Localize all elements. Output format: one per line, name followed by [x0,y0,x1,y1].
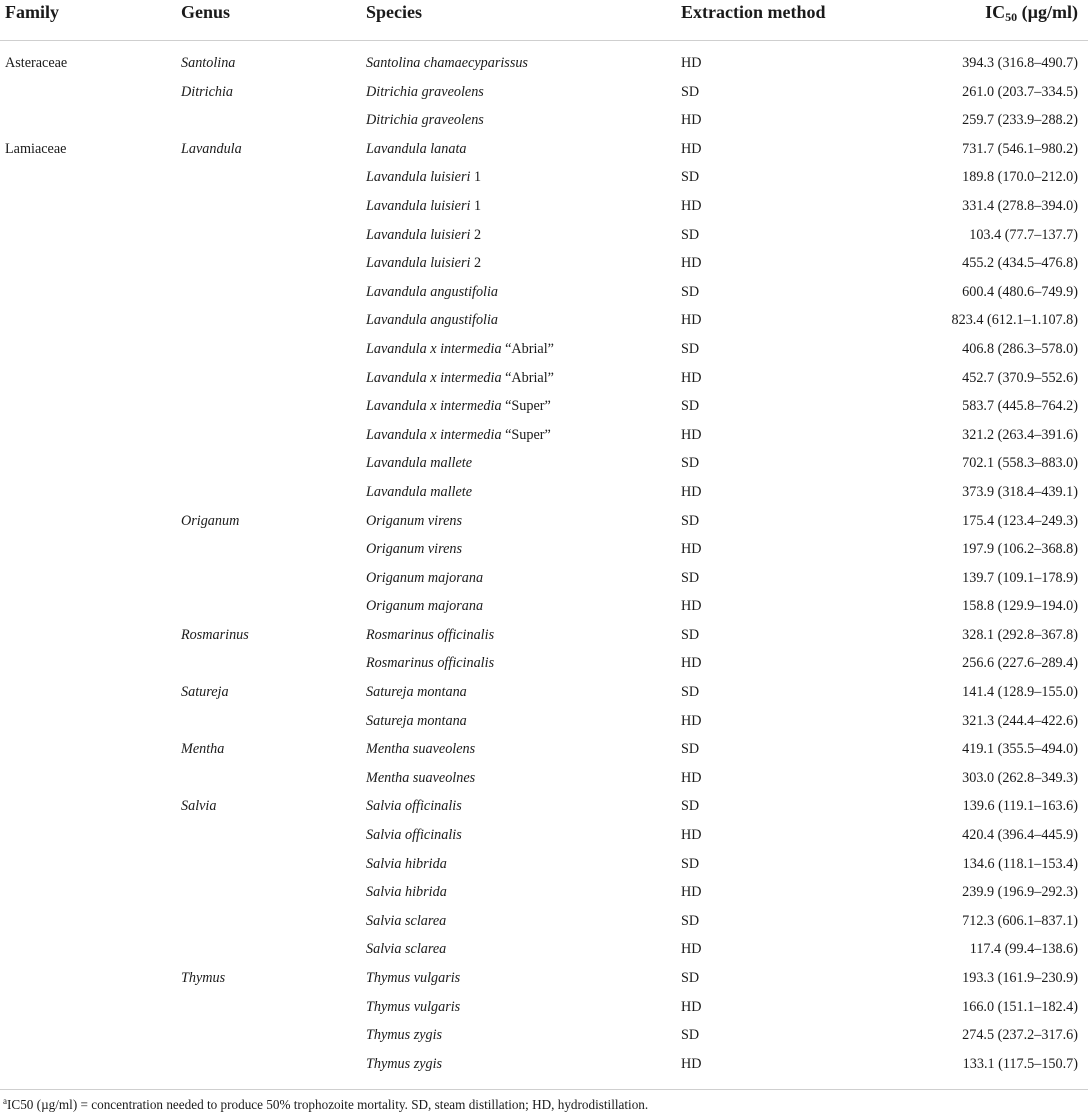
cell-ic50: 373.9 (318.4–439.1) [962,483,1078,500]
table-row [0,907,1088,936]
cell-ic50: 139.6 (119.1–163.6) [962,798,1078,815]
cell-extraction-method: HD [681,1055,702,1072]
cell-ic50: 600.4 (480.6–749.9) [962,283,1078,300]
species-name: Salvia hibrida [366,855,447,872]
cell-extraction-method: HD [681,827,702,844]
cell-extraction-method: HD [681,426,702,443]
cell-extraction-method: HD [681,541,702,558]
cell-genus: Satureja [181,684,229,701]
cell-extraction-method: HD [681,998,702,1015]
cell-extraction-method: SD [681,798,700,815]
cell-extraction-method: HD [681,483,702,500]
species-suffix: 2 [470,226,482,243]
cell-ic50: 331.4 (278.8–394.0) [962,197,1078,214]
species-name: Satureja montana [366,684,467,701]
cell-ic50: 303.0 (262.8–349.3) [962,769,1078,786]
cell-ic50: 141.4 (128.9–155.0) [962,684,1078,701]
cell-ic50: 583.7 (445.8–764.2) [962,398,1078,415]
header-extraction-method: Extraction method [681,2,826,22]
cell-species [366,735,475,763]
cell-extraction-method: SD [681,1027,700,1044]
cell-species [366,764,475,792]
cell-extraction-method: SD [681,169,700,186]
cell-extraction-method: HD [681,255,702,272]
cell-extraction-method: SD [681,569,700,586]
cell-species [366,249,481,277]
species-name: Thymus zygis [366,1027,443,1044]
header-genus: Genus [181,2,231,22]
table-footnote [3,1096,648,1114]
cell-ic50: 406.8 (286.3–578.0) [962,340,1078,357]
table-bottom-rule [0,1089,1088,1090]
cell-extraction-method: SD [681,626,700,643]
cell-species [366,221,481,249]
species-name: Rosmarinus officinalis [366,655,495,672]
species-name: Thymus vulgaris [366,970,461,986]
cell-extraction-method: SD [681,912,700,929]
species-name: Thymus zygis [366,1055,443,1072]
header-ic50-base: IC [985,2,1006,22]
table-row [0,335,1088,364]
cell-genus: Ditrichia [181,83,234,100]
table-row [0,221,1088,250]
header-ic50-sub: 50 [1005,10,1018,24]
table-row [0,821,1088,850]
cell-species [366,935,446,963]
cell-extraction-method: SD [681,741,700,758]
table-row [0,707,1088,736]
cell-species [366,306,498,334]
cell-extraction-method: HD [681,55,702,71]
cell-genus: Mentha [181,741,225,758]
species-suffix: “Abrial” [501,340,554,357]
cell-species [366,878,447,906]
cell-extraction-method: HD [681,941,702,958]
cell-ic50: 193.3 (161.9–230.9) [962,970,1078,986]
cell-extraction-method: HD [681,312,702,329]
cell-family: Lamiaceae [5,140,67,157]
table-row [0,306,1088,335]
cell-extraction-method: SD [681,83,700,100]
table-row [0,964,1088,993]
cell-species [366,678,467,706]
cell-ic50: 702.1 (558.3–883.0) [962,455,1078,472]
cell-extraction-method: SD [681,455,700,472]
table-row [0,878,1088,907]
table-row [0,792,1088,821]
cell-ic50: 166.0 (151.1–182.4) [962,998,1078,1015]
cell-genus: Santolina [181,55,236,71]
cell-extraction-method: HD [681,769,702,786]
species-name: Lavandula x intermedia [366,369,502,386]
cell-species [366,907,446,935]
table-row [0,392,1088,421]
cell-species [366,364,554,392]
cell-species [366,49,528,77]
table-row [0,1050,1088,1079]
species-name: Lavandula x intermedia [366,340,502,357]
species-name: Satureja montana [366,712,467,729]
table-row [0,935,1088,964]
cell-extraction-method: HD [681,197,702,214]
species-suffix: “Super” [501,398,551,415]
cell-species [366,421,551,449]
cell-extraction-method: SD [681,283,700,300]
cell-species [366,78,484,106]
species-name: Lavandula luisieri [366,197,471,214]
table-row [0,649,1088,678]
cell-extraction-method: HD [681,884,702,901]
table-row [0,621,1088,650]
cell-ic50: 261.0 (203.7–334.5) [962,83,1078,100]
cell-ic50: 731.7 (546.1–980.2) [962,140,1078,157]
table-row [0,535,1088,564]
species-name: Lavandula luisieri [366,255,471,272]
cell-extraction-method: HD [681,112,702,129]
cell-ic50: 328.1 (292.8–367.8) [962,626,1078,643]
table-row [0,1021,1088,1050]
cell-species [366,564,483,592]
species-name: Lavandula lanata [366,140,467,157]
table-row [0,592,1088,621]
cell-ic50: 256.6 (227.6–289.4) [962,655,1078,672]
table-row [0,850,1088,879]
cell-species [366,993,460,1021]
cell-species [366,507,462,535]
cell-extraction-method: HD [681,655,702,672]
cell-species [366,478,472,506]
cell-ic50: 139.7 (109.1–178.9) [962,569,1078,586]
cell-species [366,106,484,134]
table-row [0,78,1088,107]
species-name: Ditrichia graveolens [366,83,484,100]
table-row [0,49,1088,78]
species-name: Lavandula x intermedia [366,426,502,443]
species-name: Salvia officinalis [366,827,462,844]
species-name: Lavandula luisieri [366,169,471,186]
cell-species [366,192,481,220]
cell-extraction-method: HD [681,369,702,386]
cell-ic50: 197.9 (106.2–368.8) [962,541,1078,558]
cell-ic50: 133.1 (117.5–150.7) [962,1055,1078,1072]
species-suffix: “Abrial” [501,369,554,386]
table-row [0,735,1088,764]
cell-ic50: 103.4 (77.7–137.7) [969,226,1078,243]
cell-species [366,135,467,163]
species-name: Origanum majorana [366,569,484,586]
cell-extraction-method: SD [681,226,700,243]
cell-genus: Salvia [181,798,217,815]
table-row [0,163,1088,192]
species-name: Mentha suaveolens [366,741,476,758]
table-row [0,478,1088,507]
cell-ic50: 455.2 (434.5–476.8) [962,255,1078,272]
cell-genus: Lavandula [181,140,242,157]
table-row [0,421,1088,450]
table-row [0,135,1088,164]
cell-ic50: 117.4 (99.4–138.6) [969,941,1078,958]
table-row [0,764,1088,793]
cell-species [366,621,494,649]
table-row [0,364,1088,393]
cell-ic50: 259.7 (233.9–288.2) [962,112,1078,129]
species-name: Ditrichia graveolens [366,112,484,129]
cell-ic50: 394.3 (316.8–490.7) [962,55,1078,71]
cell-ic50: 712.3 (606.1–837.1) [962,912,1078,929]
cell-species [366,1021,442,1049]
cell-species [366,649,494,677]
table-header [0,0,1088,41]
cell-ic50: 175.4 (123.4–249.3) [962,512,1078,529]
cell-species [366,964,460,992]
species-name: Lavandula angustifolia [366,283,499,300]
table-row [0,106,1088,135]
cell-extraction-method: HD [681,598,702,615]
table-row [0,278,1088,307]
cell-ic50: 189.8 (170.0–212.0) [962,169,1078,186]
species-name: Lavandula mallete [366,483,472,500]
cell-species [366,535,462,563]
cell-ic50: 239.9 (196.9–292.3) [962,884,1078,901]
table-row [0,449,1088,478]
species-name: Mentha suaveolnes [366,769,476,786]
species-name: Salvia sclarea [366,941,447,958]
species-name: Salvia hibrida [366,884,447,901]
cell-extraction-method: SD [681,340,700,357]
cell-species [366,163,481,191]
footnote-text: IC50 (µg/ml) = concentration needed to produce 50% trophozoite mortality. SD, steam distillation; HD, hydrodistillation. [7,1097,649,1112]
header-ic50-unit: (µg/ml) [1017,2,1078,22]
cell-extraction-method: SD [681,684,700,701]
cell-extraction-method: SD [681,970,700,986]
table-body [0,49,1088,1078]
cell-species [366,592,483,620]
cell-ic50: 158.8 (129.9–194.0) [962,598,1078,615]
header-family: Family [5,2,59,22]
cell-extraction-method: SD [681,512,700,529]
cell-species [366,1050,442,1078]
cell-extraction-method: SD [681,398,700,415]
cell-ic50: 420.4 (396.4–445.9) [962,827,1078,844]
table-row [0,993,1088,1022]
cell-ic50: 321.3 (244.4–422.6) [962,712,1078,729]
species-name: Origanum virens [366,541,463,558]
species-suffix: 2 [470,255,482,272]
header-species: Species [366,2,422,22]
table-row [0,564,1088,593]
cell-species [366,335,554,363]
cell-ic50: 274.5 (237.2–317.6) [962,1027,1078,1044]
cell-ic50: 419.1 (355.5–494.0) [962,741,1078,758]
table-row [0,192,1088,221]
species-name: Lavandula angustifolia [366,312,499,329]
species-name: Thymus vulgaris [366,998,461,1015]
cell-family: Asteraceae [5,55,68,71]
cell-ic50: 452.7 (370.9–552.6) [962,369,1078,386]
cell-ic50: 823.4 (612.1–1.107.8) [951,312,1078,329]
cell-extraction-method: HD [681,140,702,157]
cell-genus: Rosmarinus [181,626,249,643]
cell-species [366,392,551,420]
species-name: Salvia sclarea [366,912,447,929]
table-row [0,249,1088,278]
species-suffix: 1 [470,169,482,186]
species-suffix: “Super” [501,426,551,443]
cell-ic50: 134.6 (118.1–153.4) [962,855,1078,872]
species-name: Rosmarinus officinalis [366,626,495,643]
cell-species [366,850,447,878]
header-ic50 [985,1,1078,23]
species-name: Lavandula luisieri [366,226,471,243]
species-name: Santolina chamaecyparissus [366,55,528,71]
cell-genus: Origanum [181,512,240,529]
cell-species [366,821,462,849]
species-name: Salvia officinalis [366,798,462,815]
cell-extraction-method: HD [681,712,702,729]
species-name: Lavandula x intermedia [366,398,502,415]
cell-species [366,792,462,820]
cell-genus: Thymus [181,970,226,986]
table-row [0,507,1088,536]
cell-species [366,707,467,735]
cell-ic50: 321.2 (263.4–391.6) [962,426,1078,443]
footnote-marker: a [3,1096,7,1106]
species-name: Origanum virens [366,512,463,529]
cell-extraction-method: SD [681,855,700,872]
species-suffix: 1 [470,197,482,214]
species-name: Origanum majorana [366,598,484,615]
cell-species [366,278,498,306]
table-row [0,678,1088,707]
species-name: Lavandula mallete [366,455,472,472]
cell-species [366,449,472,477]
